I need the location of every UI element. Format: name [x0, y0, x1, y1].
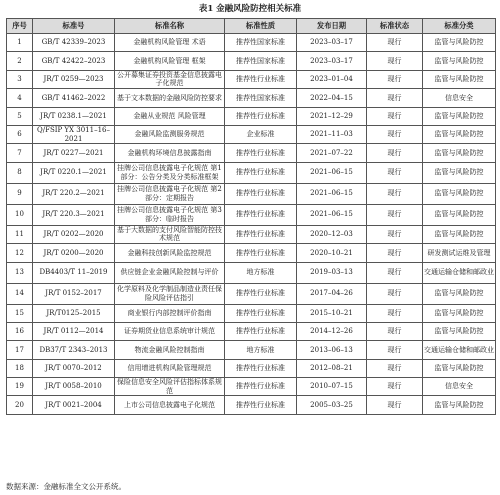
cell-type: 地方标准 — [225, 262, 297, 283]
cell-status: 现行 — [367, 70, 423, 88]
cell-name: 挂牌公司信息披露电子化规范 第1部分：公告分类及分类标准框架 — [115, 162, 225, 183]
cell-date: 2021–11–03 — [297, 125, 367, 143]
cell-no: 20 — [7, 396, 33, 414]
cell-code: GB/T 41462–2022 — [33, 89, 115, 107]
cell-category: 信息安全 — [423, 89, 496, 107]
table-title: 表1 金融风险防控相关标准 — [198, 4, 302, 14]
header-status: 标准状态 — [367, 19, 423, 34]
cell-type: 推荐性行业标准 — [225, 396, 297, 414]
cell-type: 推荐性行业标准 — [225, 183, 297, 204]
cell-code: JR/T 0202—2020 — [33, 225, 115, 243]
cell-name: 保险信息安全风险评估指标体系规范 — [115, 378, 225, 396]
cell-name: 金融风险监测服务规范 — [115, 125, 225, 143]
cell-no: 16 — [7, 322, 33, 340]
cell-status: 现行 — [367, 244, 423, 262]
cell-type: 推荐性行业标准 — [225, 244, 297, 262]
cell-type: 推荐性行业标准 — [225, 225, 297, 243]
header-no: 序号 — [7, 19, 33, 34]
cell-status: 现行 — [367, 283, 423, 304]
cell-name: 化学原料及化学制品制造业责任保险风险评估指引 — [115, 283, 225, 304]
cell-name: 金融机构风险管理 术语 — [115, 34, 225, 52]
cell-status: 现行 — [367, 107, 423, 125]
cell-date: 2014–12–26 — [297, 322, 367, 340]
cell-no: 12 — [7, 244, 33, 262]
cell-date: 2015–10–21 — [297, 304, 367, 322]
cell-code: GB/T 42339–2023 — [33, 34, 115, 52]
cell-type: 推荐性行业标准 — [225, 322, 297, 340]
cell-name: 物流金融风险控制指南 — [115, 341, 225, 359]
cell-code: JR/T 0058–2010 — [33, 378, 115, 396]
cell-status: 现行 — [367, 341, 423, 359]
cell-name: 基于文本数据的金融风险防控要求 — [115, 89, 225, 107]
cell-no: 5 — [7, 107, 33, 125]
cell-category: 监管与风险防控 — [423, 52, 496, 70]
cell-code: GB/T 42422–2023 — [33, 52, 115, 70]
table-row — [7, 225, 496, 243]
cell-type: 推荐性国家标准 — [225, 34, 297, 52]
cell-code: JR/T 220.3—2021 — [33, 204, 115, 225]
header-category: 标准分类 — [423, 19, 496, 34]
cell-date: 2023–01–04 — [297, 70, 367, 88]
cell-date: 2023–03–17 — [297, 52, 367, 70]
header-name: 标准名称 — [115, 19, 225, 34]
cell-code: JR/T 0021–2004 — [33, 396, 115, 414]
cell-status: 现行 — [367, 144, 423, 162]
cell-category: 监管与风险防控 — [423, 125, 496, 143]
cell-name: 挂牌公司信息披露电子化规范 第3部分：临时报告 — [115, 204, 225, 225]
cell-type: 推荐性行业标准 — [225, 359, 297, 377]
cell-type: 推荐性国家标准 — [225, 89, 297, 107]
cell-date: 2022–04–15 — [297, 89, 367, 107]
cell-category: 监管与风险防控 — [423, 283, 496, 304]
cell-name: 公开募集证券投资基金信息披露电子化规范 — [115, 70, 225, 88]
cell-no: 17 — [7, 341, 33, 359]
table-header-row — [7, 19, 496, 34]
cell-type: 推荐性行业标准 — [225, 70, 297, 88]
cell-category: 监管与风险防控 — [423, 34, 496, 52]
cell-no: 9 — [7, 183, 33, 204]
cell-date: 2012–08–21 — [297, 359, 367, 377]
cell-type: 地方标准 — [225, 341, 297, 359]
cell-no: 2 — [7, 52, 33, 70]
table-row — [7, 34, 496, 52]
cell-status: 现行 — [367, 322, 423, 340]
cell-name: 供应链企业金融风险控制与评价 — [115, 262, 225, 283]
cell-category: 监管与风险防控 — [423, 304, 496, 322]
cell-category: 监管与风险防控 — [423, 183, 496, 204]
cell-status: 现行 — [367, 304, 423, 322]
table-row — [7, 144, 496, 162]
cell-date: 2021–06–15 — [297, 162, 367, 183]
cell-code: JR/T 0227—2021 — [33, 144, 115, 162]
header-date: 发布日期 — [297, 19, 367, 34]
cell-no: 11 — [7, 225, 33, 243]
table-row — [7, 204, 496, 225]
cell-code: DB4403/T 11–2019 — [33, 262, 115, 283]
cell-category: 交通运输仓储和邮政业 — [423, 341, 496, 359]
cell-status: 现行 — [367, 52, 423, 70]
table-row — [7, 107, 496, 125]
cell-category: 监管与风险防控 — [423, 144, 496, 162]
table-row — [7, 341, 496, 359]
table-row — [7, 183, 496, 204]
cell-name: 金融机构风险管理 框架 — [115, 52, 225, 70]
cell-category: 研发测试运维及管理 — [423, 244, 496, 262]
cell-code: JR/T 220.2—2021 — [33, 183, 115, 204]
cell-no: 6 — [7, 125, 33, 143]
cell-no: 8 — [7, 162, 33, 183]
cell-status: 现行 — [367, 359, 423, 377]
cell-category: 监管与风险防控 — [423, 162, 496, 183]
data-source-note: 数据来源：金融标准全文公开系统。 — [6, 482, 126, 491]
cell-status: 现行 — [367, 162, 423, 183]
cell-date: 2013–06–13 — [297, 341, 367, 359]
cell-code: JR/T 0152–2017 — [33, 283, 115, 304]
table-row — [7, 89, 496, 107]
cell-name: 基于大数据的支付风险智能防控技术规范 — [115, 225, 225, 243]
cell-category: 监管与风险防控 — [423, 322, 496, 340]
cell-code: JR/T 0112—2014 — [33, 322, 115, 340]
cell-name: 信用增进机构风险管理规范 — [115, 359, 225, 377]
cell-no: 1 — [7, 34, 33, 52]
cell-status: 现行 — [367, 378, 423, 396]
header-type: 标准性质 — [225, 19, 297, 34]
cell-date: 2023–03–17 — [297, 34, 367, 52]
cell-status: 现行 — [367, 396, 423, 414]
cell-no: 10 — [7, 204, 33, 225]
table-row — [7, 162, 496, 183]
cell-no: 15 — [7, 304, 33, 322]
cell-category: 监管与风险防控 — [423, 225, 496, 243]
table-row — [7, 322, 496, 340]
table-row — [7, 359, 496, 377]
standards-table — [6, 18, 496, 415]
cell-code: JR/T 0220.1—2021 — [33, 162, 115, 183]
cell-status: 现行 — [367, 204, 423, 225]
cell-type: 企业标准 — [225, 125, 297, 143]
cell-name: 金融科技创新风险监控规范 — [115, 244, 225, 262]
cell-type: 推荐性行业标准 — [225, 204, 297, 225]
cell-code: JR/T 0259—2023 — [33, 70, 115, 88]
cell-category: 监管与风险防控 — [423, 70, 496, 88]
cell-type: 推荐性国家标准 — [225, 52, 297, 70]
cell-type: 推荐性行业标准 — [225, 107, 297, 125]
table-row — [7, 262, 496, 283]
cell-no: 3 — [7, 70, 33, 88]
header-code: 标准号 — [33, 19, 115, 34]
table-row — [7, 396, 496, 414]
cell-status: 现行 — [367, 125, 423, 143]
cell-date: 2010–07–15 — [297, 378, 367, 396]
cell-no: 13 — [7, 262, 33, 283]
cell-date: 2005–03–25 — [297, 396, 367, 414]
cell-category: 交通运输仓储和邮政业 — [423, 262, 496, 283]
cell-category: 监管与风险防控 — [423, 204, 496, 225]
cell-code: DB37/T 2343–2013 — [33, 341, 115, 359]
cell-date: 2021–07–22 — [297, 144, 367, 162]
cell-no: 19 — [7, 378, 33, 396]
cell-code: JR/T 0200—2020 — [33, 244, 115, 262]
cell-code: JR/T 0238.1—2021 — [33, 107, 115, 125]
cell-type: 推荐性行业标准 — [225, 304, 297, 322]
cell-date: 2021–06–15 — [297, 204, 367, 225]
table-row — [7, 378, 496, 396]
cell-type: 推荐性行业标准 — [225, 378, 297, 396]
cell-no: 18 — [7, 359, 33, 377]
table-row — [7, 52, 496, 70]
cell-category: 监管与风险防控 — [423, 107, 496, 125]
cell-name: 挂牌公司信息披露电子化规范 第2部分：定期报告 — [115, 183, 225, 204]
cell-date: 2017–04–26 — [297, 283, 367, 304]
cell-type: 推荐性行业标准 — [225, 162, 297, 183]
table-row — [7, 304, 496, 322]
cell-name: 金融机构环境信息披露指南 — [115, 144, 225, 162]
cell-no: 14 — [7, 283, 33, 304]
cell-status: 现行 — [367, 89, 423, 107]
table-row — [7, 125, 496, 143]
cell-status: 现行 — [367, 34, 423, 52]
cell-name: 金融从业规范 风险管理 — [115, 107, 225, 125]
cell-code: Q/FSIP YX 3011–16–2021 — [33, 125, 115, 143]
table-row — [7, 283, 496, 304]
cell-type: 推荐性行业标准 — [225, 144, 297, 162]
cell-type: 推荐性行业标准 — [225, 283, 297, 304]
cell-date: 2020–10–21 — [297, 244, 367, 262]
cell-date: 2020–12–03 — [297, 225, 367, 243]
cell-category: 信息安全 — [423, 378, 496, 396]
cell-name: 上市公司信息披露电子化规范 — [115, 396, 225, 414]
cell-status: 现行 — [367, 183, 423, 204]
cell-category: 监管与风险防控 — [423, 396, 496, 414]
cell-category: 监管与风险防控 — [423, 359, 496, 377]
cell-no: 7 — [7, 144, 33, 162]
cell-status: 现行 — [367, 225, 423, 243]
cell-code: JR/T 0070–2012 — [33, 359, 115, 377]
cell-no: 4 — [7, 89, 33, 107]
cell-code: JR/T0125–2015 — [33, 304, 115, 322]
cell-name: 证券期货业信息系统审计规范 — [115, 322, 225, 340]
cell-date: 2021–12–29 — [297, 107, 367, 125]
table-row — [7, 70, 496, 88]
table-row — [7, 244, 496, 262]
cell-date: 2019–03–13 — [297, 262, 367, 283]
cell-name: 商业银行内部控制评价指南 — [115, 304, 225, 322]
cell-status: 现行 — [367, 262, 423, 283]
cell-date: 2021–06–15 — [297, 183, 367, 204]
